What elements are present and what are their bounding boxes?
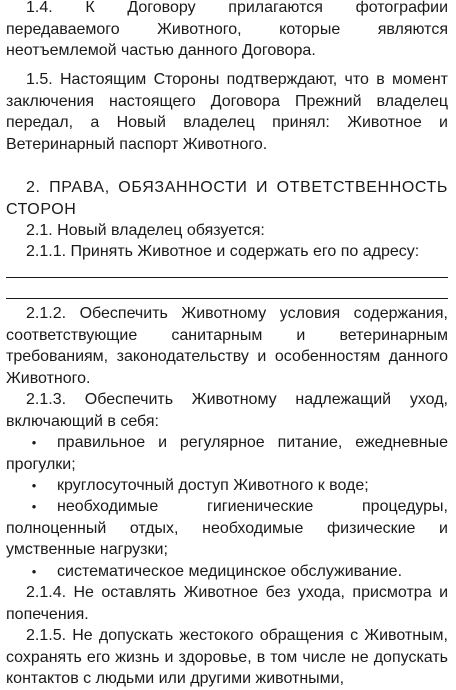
section-2-title: 2. ПРАВА, ОБЯЗАННОСТИ И ОТВЕТСТВЕННОСТЬ СТОРОН: [6, 179, 448, 218]
bullet-marker: •: [31, 435, 37, 450]
clause-2-1-1: 2.1.1. Принять Животное и содержать его по адресу:: [26, 243, 420, 260]
care-item-text: круглосуточный доступ Животного к воде;: [57, 477, 369, 494]
clause-2-1-5: 2.1.5. Не допускать жестокого обращения с Животным, сохранять его жизнь и здоровье, в том числе не допускать контактов с людьми или другими животными,: [6, 627, 448, 687]
bullet-marker: •: [31, 499, 37, 514]
care-item: [6, 475, 448, 497]
clause-2-1-3: 2.1.3. Обеспечить Животному надлежащий уход, включающий в себя:: [6, 391, 448, 430]
clause-1-5: 1.5. Настоящим Стороны подтверждают, что в момент заключения настоящего Договора Прежний владелец передал, а Новый владелец принял: Животное и Ветеринарный паспорт Животного.: [6, 71, 448, 153]
care-item: [6, 561, 448, 583]
bullet-marker: •: [31, 478, 37, 493]
care-item-text: правильное и регулярное питание, ежедневные прогулки;: [6, 434, 448, 473]
clause-2-1-4: 2.1.4. Не оставлять Животное без ухода, присмотра и попечения.: [6, 584, 448, 623]
care-item-text: необходимые гигиенические процедуры, полноценный отдых, необходимые физические и умственные нагрузки;: [6, 498, 448, 558]
bullet-marker: •: [31, 564, 37, 579]
care-item: [6, 432, 448, 475]
address-fill-line-2: [6, 298, 448, 299]
care-item-text: систематическое медицинское обслуживание.: [57, 563, 403, 580]
clause-2-1-2: 2.1.2. Обеспечить Животному условия содержания, соответствующие санитарным и ветеринарным требованиям, законодательству и особенностям данного Животного.: [6, 305, 448, 387]
care-item: [6, 496, 448, 561]
clause-1-4: 1.4. К Договору прилагаются фотографии передаваемого Животного, которые являются неотъемлемой частью данного Договора.: [6, 0, 448, 59]
clause-2-1: 2.1. Новый владелец обязуется:: [26, 222, 265, 239]
address-fill-line-1: [6, 277, 448, 278]
